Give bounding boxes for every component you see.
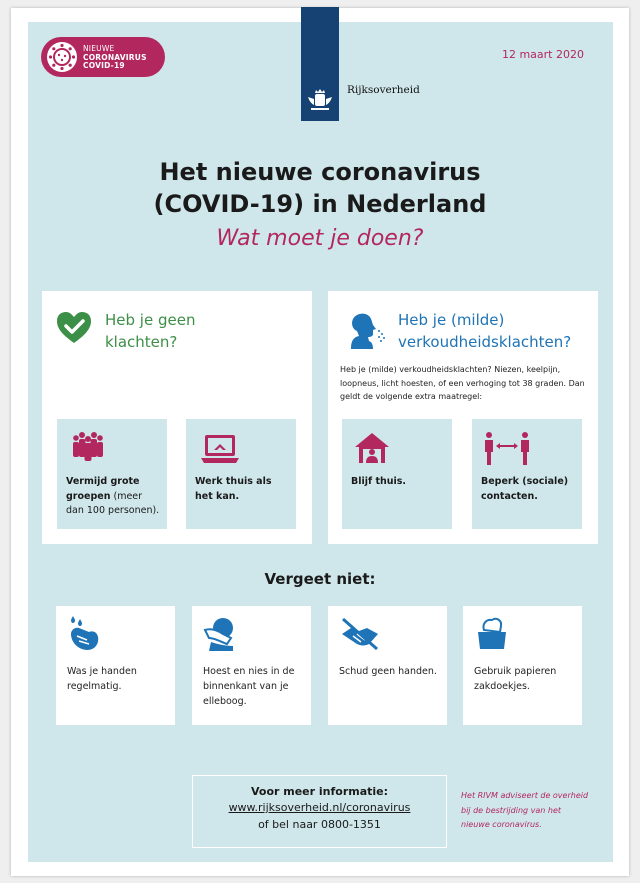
more-info-link[interactable]: www.rijksoverheid.nl/coronavirus (228, 801, 411, 814)
tip-wash-hands (56, 606, 175, 725)
title-line-1: Het nieuwe coronavirus (159, 158, 481, 186)
tip-paper-tissues-text: Gebruik papieren zakdoekjes. (474, 666, 557, 692)
symptoms-heading: Heb je (milde) verkoudheidsklachten? (398, 311, 572, 351)
page-subtitle: Wat moet je doen? (216, 226, 424, 251)
tip-cough-elbow-text: Hoest en nies in de binnenkant van je elleboog. (203, 666, 295, 707)
advice-card-limit-contacts (472, 419, 582, 529)
house-icon (353, 431, 391, 465)
no-symptoms-heading: Heb je geen klachten? (105, 311, 196, 351)
badge-line-3: COVID-19 (83, 61, 125, 70)
coat-of-arms-icon (305, 85, 335, 115)
government-ribbon (301, 7, 339, 121)
avoid-groups-title: Vermijd grote groepen (66, 476, 140, 502)
heart-check-icon (55, 309, 93, 347)
symptoms-description: Heb je (milde) verkoudheidsklachten? Niezen, keelpijn, loopneus, licht hoesten, of een verhoging tot 38 graden. Dan geldt de volgende extra maatregel: (340, 365, 585, 401)
government-name: Rijksoverheid (347, 84, 420, 96)
page-title (60, 156, 580, 220)
tip-no-handshake-text: Schud geen handen. (339, 666, 437, 677)
laptop-icon (199, 433, 241, 465)
tip-cough-elbow (192, 606, 311, 725)
tip-no-handshake (328, 606, 447, 725)
title-line-2: (COVID-19) in Nederland (153, 190, 487, 218)
no-handshake-icon (339, 616, 381, 652)
advice-card-avoid-groups (57, 419, 167, 529)
work-home-title: Werk thuis als het kan. (195, 476, 272, 502)
group-icon (70, 429, 106, 465)
tip-wash-hands-text: Was je handen regelmatig. (67, 666, 137, 692)
washing-hands-icon (67, 616, 101, 652)
sneezing-person-icon (345, 311, 387, 351)
cough-elbow-icon (203, 616, 237, 652)
covid-badge (41, 37, 165, 77)
limit-contacts-title: Beperk (sociale) contacten. (481, 476, 569, 502)
badge-line-1: NIEUWE (83, 44, 115, 53)
rivm-note: Het RIVM adviseert de overheid bij de bestrijding van het nieuwe coronavirus. (461, 791, 589, 829)
tissue-box-icon (474, 616, 510, 652)
reminder-heading: Vergeet niet: (264, 570, 376, 588)
stay-home-title: Blijf thuis. (351, 476, 407, 487)
advice-card-work-home (186, 419, 296, 529)
more-info-heading: Voor meer informatie: (250, 785, 389, 798)
advice-card-stay-home (342, 419, 452, 529)
distance-icon (483, 431, 531, 467)
badge-line-2: CORONAVIRUS (83, 52, 147, 62)
more-info-box (192, 775, 447, 848)
publication-date: 12 maart 2020 (501, 48, 584, 61)
virus-icon (46, 41, 78, 73)
more-info-phone: of bel naar 0800-1351 (258, 818, 381, 831)
tip-paper-tissues (463, 606, 582, 725)
avoid-groups-detail: (meer dan 100 personen). (66, 490, 160, 516)
